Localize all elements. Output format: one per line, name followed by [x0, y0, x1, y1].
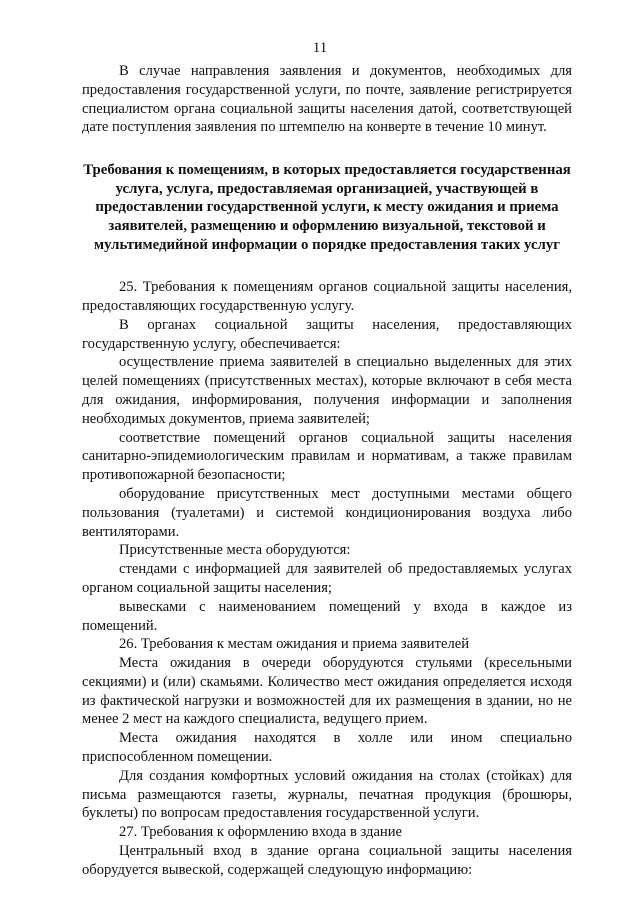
body-paragraph: вывесками с наименованием помещений у входа в каждое из помещений. — [82, 598, 572, 634]
body-paragraph: 27. Требования к оформлению входа в здание — [119, 824, 403, 841]
body-paragraph: соответствие помещений органов социальной защиты населения санитарно-эпидемиологическим правилам и нормативам, а также правилам противопожарной безопасности; — [82, 429, 572, 484]
section-heading: Требования к помещениям, в которых предоставляется государственная услуга, услуга, предоставляемая организацией, участвующей в предоставлении государственной услуги, к месту ожидания и приема заявителей, размещению и оформлению визуальной, текстовой и мультимедийной информации о порядке предоставления таких услуг — [83, 162, 571, 253]
body-paragraph: Для создания комфортных условий ожидания на столах (стойках) для письма размещаются газеты, журналы, печатная продукция (брошюры, буклеты) по вопросам предоставления государственной услуги. — [82, 767, 572, 822]
body-paragraph: В случае направления заявления и документов, необходимых для предоставления государственной услуги, по почте, заявление регистрируется специалистом органа социальной защиты населения датой, соответствующей дате поступления заявления по штемпелю на конверте в течение 10 минут. — [82, 63, 572, 136]
body-paragraph: осуществление приема заявителей в специально выделенных для этих целей помещениях (присутственных местах), которые включают в себя места для ожидания, информирования, получения информации и заполнения необходимых документов, приема заявителей; — [82, 354, 572, 427]
body-paragraph: Центральный вход в здание органа социальной защиты населения оборудуется вывеской, содержащей следующую информацию: — [82, 843, 572, 878]
body-paragraph: Места ожидания находятся в холле или ином специально приспособленном помещении. — [82, 730, 572, 766]
page-body — [82, 62, 572, 880]
body-paragraph: стендами с информацией для заявителей об предоставляемых услугах органом социальной защиты населения; — [82, 561, 572, 596]
body-paragraph: 25. Требования к помещениям органов социальной защиты населения, предоставляющих государственную услугу. — [82, 279, 572, 314]
body-paragraph: В органах социальной защиты населения, предоставляющих государственную услугу, обеспечивается: — [82, 316, 572, 352]
body-paragraph: Присутственные места оборудуются: — [119, 542, 351, 559]
body-paragraph: Места ожидания в очереди оборудуются стульями (кресельными секциями) и (или) скамьями. Количество мест ожидания определяется исходя из фактической нагрузки и возможностей для их размещения в здании, но не менее 2 мест на каждого специалиста, ведущего прием. — [82, 655, 572, 728]
body-paragraph: 26. Требования к местам ожидания и приема заявителей — [119, 636, 470, 653]
page-number: 11 — [312, 40, 328, 56]
body-paragraph: оборудование присутственных мест доступными местами общего пользования (туалетами) и системой кондиционирования воздуха либо вентиляторами. — [82, 485, 572, 540]
